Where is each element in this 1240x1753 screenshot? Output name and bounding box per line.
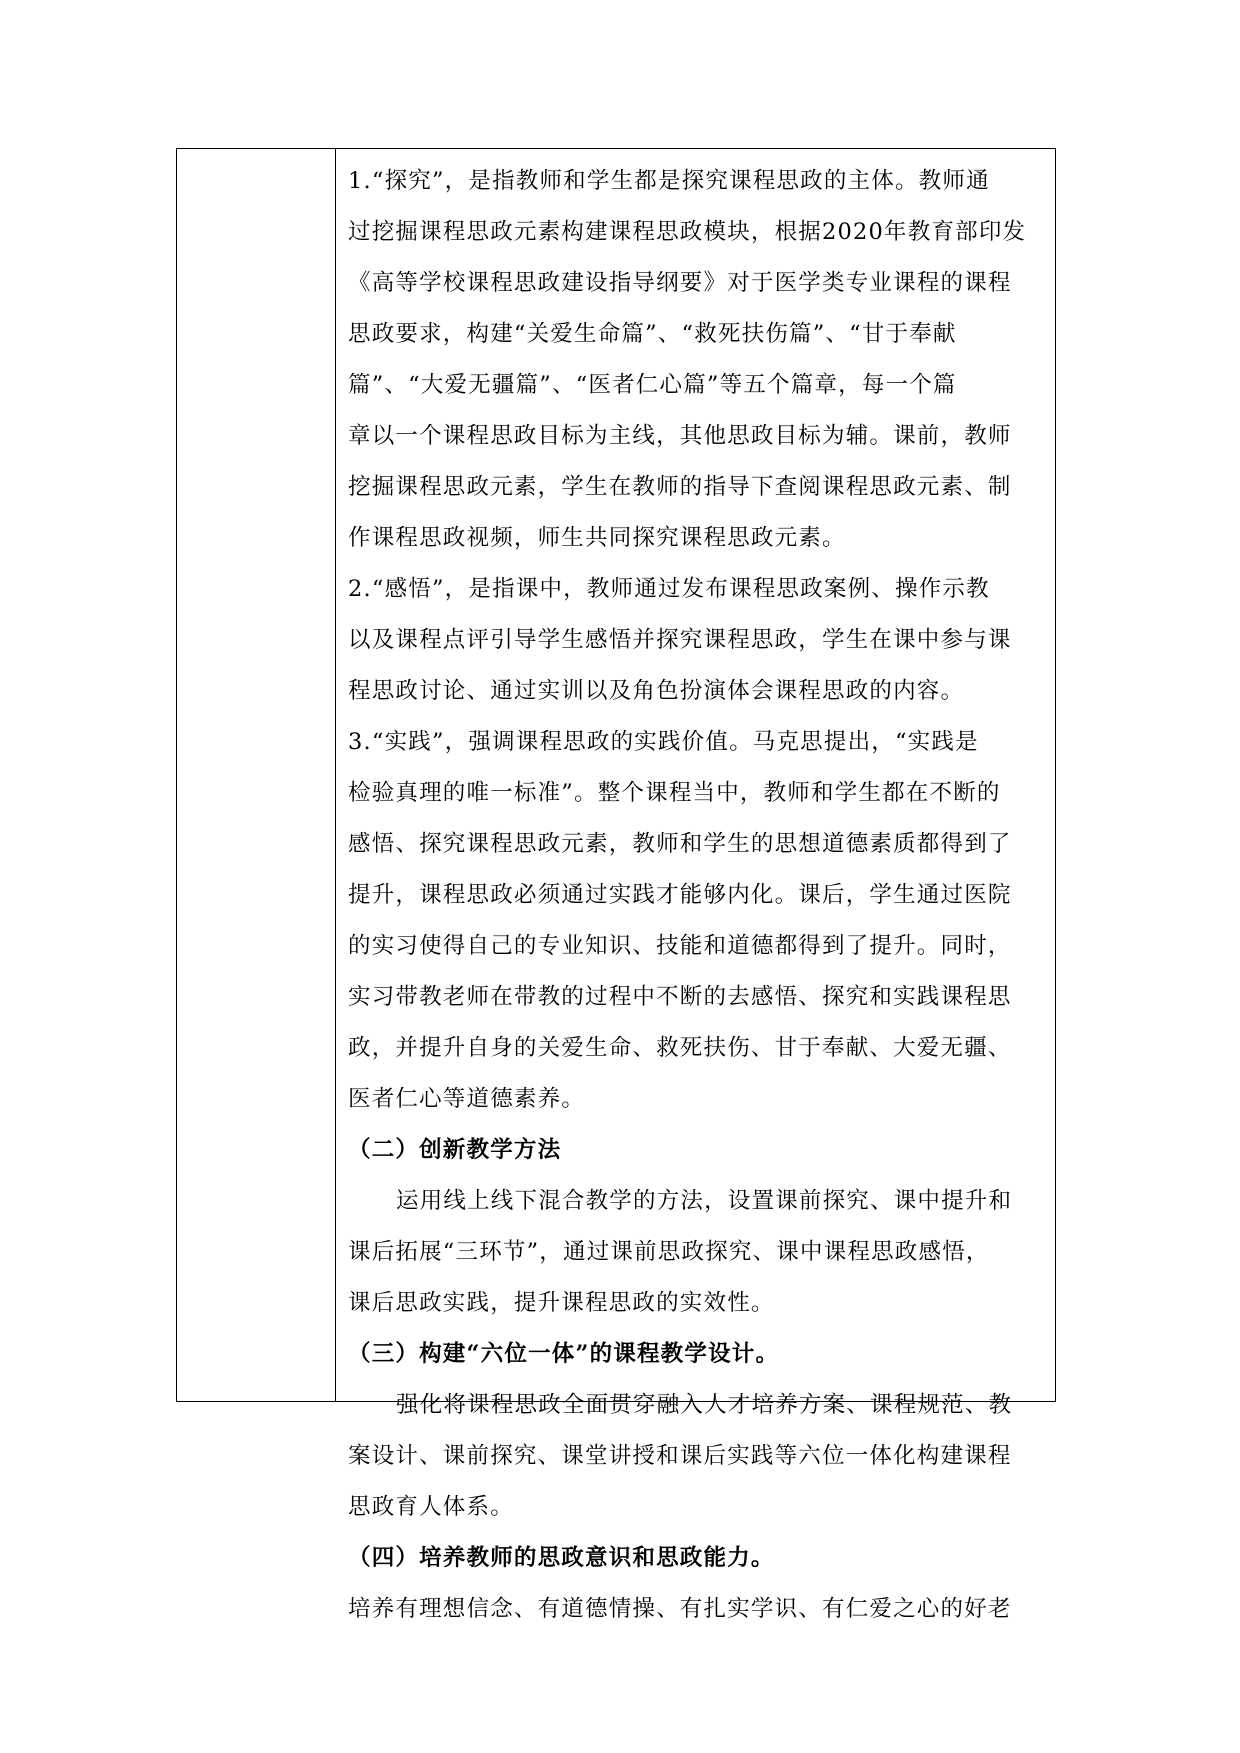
text-line: 篇”、“大爱无疆篇”、“医者仁心篇”等五个篇章，每一个篇 bbox=[348, 372, 957, 398]
text-line: 实习带教老师在带教的过程中不断的去感悟、探究和实践课程思 bbox=[348, 984, 1012, 1010]
text-line: 挖掘课程思政元素，学生在教师的指导下查阅课程思政元素、制 bbox=[348, 474, 1012, 500]
section-heading: （二）创新教学方法 bbox=[348, 1137, 562, 1163]
text-line: 的实习使得自己的专业知识、技能和道德都得到了提升。同时， bbox=[348, 933, 1012, 959]
text-line: 检验真理的唯一标准”。整个课程当中，教师和学生都在不断的 bbox=[348, 780, 1001, 806]
text-line: 强化将课程思政全面贯穿融入人才培养方案、课程规范、教 bbox=[396, 1392, 1013, 1418]
text-line: 《高等学校课程思政建设指导纲要》对于医学类专业课程的课程 bbox=[348, 270, 1012, 296]
text-line: 以及课程点评引导学生感悟并探究课程思政，学生在课中参与课 bbox=[348, 627, 1012, 653]
text-line: 3.“实践”，强调课程思政的实践价值。马克思提出，“实践是 bbox=[348, 729, 979, 755]
text-line: 培养有理想信念、有道德情操、有扎实学识、有仁爱之心的好老 bbox=[348, 1596, 1012, 1622]
document-table bbox=[176, 148, 1056, 1622]
text-line: 程思政讨论、通过实训以及角色扮演体会课程思政的内容。 bbox=[348, 678, 965, 704]
text-line: 1.“探究”，是指教师和学生都是探究课程思政的主体。教师通 bbox=[348, 168, 990, 194]
table-content-cell bbox=[336, 149, 1055, 1622]
text-line: 医者仁心等道德素养。 bbox=[348, 1086, 586, 1112]
text-line: 作课程思政视频，师生共同探究课程思政元素。 bbox=[348, 525, 846, 551]
text-line: 感悟、探究课程思政元素，教师和学生的思想道德素质都得到了 bbox=[348, 831, 1012, 857]
text-line: 运用线上线下混合教学的方法，设置课前探究、课中提升和 bbox=[396, 1188, 1013, 1214]
text-line: 政，并提升自身的关爱生命、救死扶伤、甘于奉献、大爱无疆、 bbox=[348, 1035, 1012, 1061]
text-line: 思政要求，构建“关爱生命篇”、“救死扶伤篇”、“甘于奉献 bbox=[348, 321, 957, 347]
text-line: 2.“感悟”，是指课中，教师通过发布课程思政案例、操作示教 bbox=[348, 576, 990, 602]
table-label-cell bbox=[177, 149, 336, 1401]
text-line: 提升，课程思政必须通过实践才能够内化。课后，学生通过医院 bbox=[348, 882, 1012, 908]
section-heading: （四）培养教师的思政意识和思政能力。 bbox=[348, 1545, 775, 1571]
text-line: 案设计、课前探究、课堂讲授和课后实践等六位一体化构建课程 bbox=[348, 1443, 1012, 1469]
section-heading: （三）构建“六位一体”的课程教学设计。 bbox=[348, 1341, 780, 1367]
text-line: 课后思政实践，提升课程思政的实效性。 bbox=[348, 1290, 775, 1316]
text-line: 思政育人体系。 bbox=[348, 1494, 514, 1520]
text-line: 章以一个课程思政目标为主线，其他思政目标为辅。课前，教师 bbox=[348, 423, 1012, 449]
text-line: 过挖掘课程思政元素构建课程思政模块，根据2020年教育部印发 bbox=[348, 219, 1027, 245]
text-line: 课后拓展“三环节”，通过课前思政探究、课中课程思政感悟， bbox=[348, 1239, 990, 1265]
